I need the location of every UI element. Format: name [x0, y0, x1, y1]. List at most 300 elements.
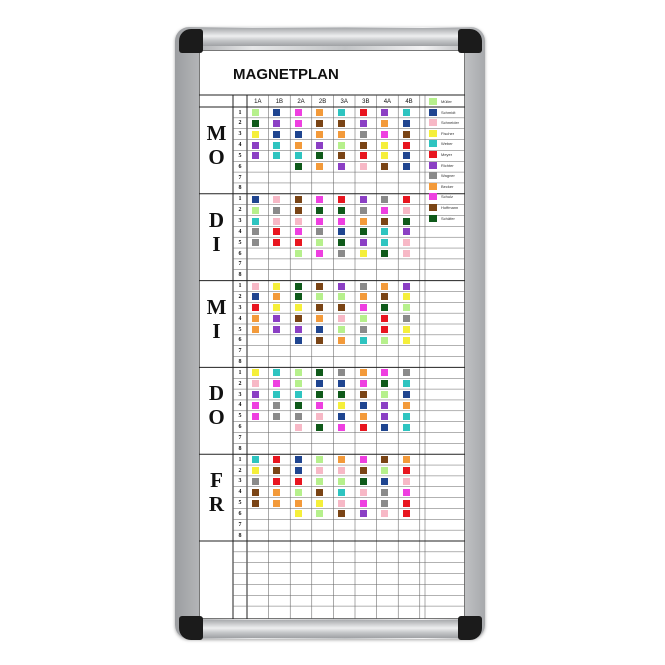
teacher-magnet[interactable]	[252, 196, 259, 203]
teacher-magnet[interactable]	[295, 109, 302, 116]
teacher-magnet[interactable]	[273, 239, 280, 246]
period-number: 6	[238, 510, 242, 517]
class-header: 2A	[297, 99, 305, 105]
teacher-magnet[interactable]	[273, 304, 280, 311]
teacher-magnet[interactable]	[381, 250, 388, 257]
teacher-magnet[interactable]	[273, 380, 280, 387]
period-number: 7	[238, 435, 242, 441]
teacher-magnet[interactable]	[403, 293, 410, 300]
teacher-magnet[interactable]	[295, 120, 302, 127]
class-header: 3A	[340, 99, 348, 105]
teacher-magnet[interactable]	[360, 142, 367, 149]
teacher-magnet[interactable]	[316, 250, 323, 257]
teacher-magnet[interactable]	[403, 315, 410, 322]
teacher-magnet[interactable]	[338, 152, 345, 159]
teacher-magnet[interactable]	[273, 456, 280, 463]
teacher-magnet[interactable]	[338, 369, 345, 376]
teacher-magnet[interactable]	[403, 218, 410, 225]
teacher-magnet[interactable]	[381, 369, 388, 376]
teacher-magnet[interactable]	[295, 478, 302, 485]
period-number: 4	[238, 228, 242, 235]
teacher-magnet[interactable]	[403, 456, 410, 463]
teacher-magnet[interactable]	[252, 218, 259, 225]
teacher-magnet[interactable]	[360, 218, 367, 225]
teacher-magnet[interactable]	[295, 293, 302, 300]
teacher-magnet[interactable]	[360, 315, 367, 322]
teacher-magnet[interactable]	[273, 402, 280, 409]
period-number: 7	[238, 348, 242, 355]
teacher-magnet[interactable]	[381, 326, 388, 333]
legend-swatch	[429, 204, 437, 211]
teacher-magnet[interactable]	[316, 391, 323, 398]
class-header: 1A	[254, 99, 262, 105]
teacher-magnet[interactable]	[273, 196, 280, 203]
class-header: 4A	[383, 99, 392, 105]
teacher-magnet[interactable]	[252, 489, 259, 496]
teacher-magnet[interactable]	[381, 402, 388, 409]
teacher-magnet[interactable]	[403, 109, 410, 116]
teacher-magnet[interactable]	[316, 283, 323, 290]
teacher-magnet[interactable]	[360, 250, 367, 257]
teacher-magnet[interactable]	[381, 500, 388, 507]
teacher-magnet[interactable]	[360, 109, 367, 116]
teacher-magnet[interactable]	[360, 131, 367, 138]
teacher-magnet[interactable]	[252, 228, 259, 235]
teacher-magnet[interactable]	[252, 500, 259, 507]
teacher-magnet[interactable]	[403, 380, 410, 387]
teacher-magnet[interactable]	[316, 337, 323, 344]
teacher-magnet[interactable]	[273, 120, 280, 127]
teacher-magnet[interactable]	[316, 142, 323, 149]
teacher-magnet[interactable]	[360, 283, 367, 290]
teacher-magnet[interactable]	[273, 228, 280, 235]
teacher-magnet[interactable]	[295, 424, 302, 431]
teacher-magnet[interactable]	[360, 196, 367, 203]
teacher-magnet[interactable]	[273, 131, 280, 138]
teacher-magnet[interactable]	[316, 402, 323, 409]
teacher-magnet[interactable]	[252, 369, 259, 376]
teacher-magnet[interactable]	[360, 326, 367, 333]
teacher-magnet[interactable]	[316, 380, 323, 387]
period-number: 3	[238, 131, 242, 138]
legend-teacher-name: Schneider	[441, 120, 460, 126]
teacher-magnet[interactable]	[252, 120, 259, 127]
teacher-magnet[interactable]	[338, 293, 345, 300]
teacher-magnet[interactable]	[381, 152, 388, 159]
teacher-magnet[interactable]	[316, 120, 323, 127]
teacher-magnet[interactable]	[360, 510, 367, 517]
teacher-magnet[interactable]	[381, 196, 388, 203]
period-number: 8	[238, 185, 242, 192]
teacher-magnet[interactable]	[381, 218, 388, 225]
teacher-magnet[interactable]	[403, 413, 410, 420]
day-label: M I	[206, 294, 227, 343]
teacher-magnet[interactable]	[338, 283, 345, 290]
teacher-magnet[interactable]	[360, 489, 367, 496]
class-header: 3B	[362, 99, 370, 105]
teacher-magnet[interactable]	[252, 413, 259, 420]
period-number: 5	[238, 239, 242, 246]
teacher-magnet[interactable]	[403, 326, 410, 333]
teacher-magnet[interactable]	[295, 402, 302, 409]
legend-swatch	[429, 130, 437, 137]
teacher-magnet[interactable]	[273, 391, 280, 398]
teacher-magnet[interactable]	[403, 239, 410, 246]
teacher-magnet[interactable]	[295, 369, 302, 376]
teacher-magnet[interactable]	[316, 413, 323, 420]
teacher-magnet[interactable]	[338, 478, 345, 485]
teacher-magnet[interactable]	[381, 142, 388, 149]
teacher-magnet[interactable]	[381, 283, 388, 290]
teacher-magnet[interactable]	[381, 413, 388, 420]
legend-swatch	[429, 183, 437, 190]
teacher-magnet[interactable]	[295, 510, 302, 517]
teacher-magnet[interactable]	[316, 478, 323, 485]
teacher-magnet[interactable]	[252, 402, 259, 409]
teacher-magnet[interactable]	[338, 413, 345, 420]
legend-teacher-name: Becker	[441, 183, 454, 189]
day-label: D O	[208, 381, 225, 430]
teacher-magnet[interactable]	[403, 152, 410, 159]
teacher-magnet[interactable]	[295, 163, 302, 170]
legend-swatch	[429, 119, 437, 126]
teacher-magnet[interactable]	[295, 467, 302, 474]
teacher-magnet[interactable]	[295, 304, 302, 311]
teacher-magnet[interactable]	[316, 163, 323, 170]
period-number: 7	[238, 261, 242, 268]
teacher-magnet[interactable]	[295, 131, 302, 138]
teacher-magnet[interactable]	[381, 510, 388, 517]
teacher-magnet[interactable]	[360, 207, 367, 214]
teacher-magnet[interactable]	[252, 326, 259, 333]
period-number: 3	[238, 304, 242, 311]
period-number: 1	[238, 196, 242, 203]
period-number: 6	[238, 163, 242, 170]
legend-swatch	[429, 109, 437, 116]
teacher-magnet[interactable]	[403, 142, 410, 149]
teacher-magnet[interactable]	[403, 196, 410, 203]
period-number: 8	[238, 272, 242, 279]
teacher-magnet[interactable]	[381, 337, 388, 344]
teacher-magnet[interactable]	[295, 413, 302, 420]
period-number: 5	[238, 500, 242, 507]
day-label: D I	[208, 207, 225, 256]
teacher-magnet[interactable]	[403, 467, 410, 474]
teacher-magnet[interactable]	[381, 120, 388, 127]
teacher-magnet[interactable]	[316, 489, 323, 496]
teacher-magnet[interactable]	[273, 315, 280, 322]
teacher-magnet[interactable]	[381, 478, 388, 485]
teacher-magnet[interactable]	[295, 250, 302, 257]
teacher-magnet[interactable]	[381, 456, 388, 463]
legend-teacher-name: Weber	[441, 141, 453, 147]
teacher-magnet[interactable]	[360, 478, 367, 485]
teacher-magnet[interactable]	[295, 228, 302, 235]
teacher-magnet[interactable]	[360, 163, 367, 170]
teacher-magnet[interactable]	[360, 380, 367, 387]
period-number: 2	[238, 467, 242, 474]
teacher-magnet[interactable]	[252, 315, 259, 322]
teacher-magnet[interactable]	[381, 424, 388, 431]
teacher-magnet[interactable]	[360, 369, 367, 376]
teacher-magnet[interactable]	[316, 293, 323, 300]
teacher-magnet[interactable]	[273, 142, 280, 149]
legend-teacher-name: Richter	[441, 162, 454, 168]
teacher-magnet[interactable]	[295, 456, 302, 463]
teacher-magnet[interactable]	[252, 109, 259, 116]
teacher-magnet[interactable]	[316, 207, 323, 214]
day-label: F R	[208, 468, 225, 517]
teacher-magnet[interactable]	[360, 391, 367, 398]
teacher-magnet[interactable]	[338, 391, 345, 398]
teacher-magnet[interactable]	[295, 152, 302, 159]
teacher-magnet[interactable]	[360, 304, 367, 311]
teacher-magnet[interactable]	[360, 402, 367, 409]
teacher-magnet[interactable]	[338, 196, 345, 203]
period-number: 5	[238, 152, 242, 159]
teacher-magnet[interactable]	[381, 207, 388, 214]
teacher-magnet[interactable]	[381, 293, 388, 300]
teacher-magnet[interactable]	[403, 207, 410, 214]
period-number: 5	[238, 413, 242, 420]
teacher-magnet[interactable]	[273, 207, 280, 214]
teacher-magnet[interactable]	[252, 380, 259, 387]
teacher-magnet[interactable]	[403, 424, 410, 431]
class-header: 2B	[318, 99, 327, 105]
teacher-magnet[interactable]	[316, 109, 323, 116]
teacher-magnet[interactable]	[273, 152, 280, 159]
teacher-magnet[interactable]	[316, 131, 323, 138]
teacher-magnet[interactable]	[381, 109, 388, 116]
teacher-magnet[interactable]	[316, 315, 323, 322]
teacher-magnet[interactable]	[338, 424, 345, 431]
teacher-magnet[interactable]	[273, 500, 280, 507]
teacher-magnet[interactable]	[403, 131, 410, 138]
teacher-magnet[interactable]	[273, 413, 280, 420]
teacher-magnet[interactable]	[403, 283, 410, 290]
teacher-magnet[interactable]	[252, 467, 259, 474]
teacher-magnet[interactable]	[360, 239, 367, 246]
teacher-magnet[interactable]	[403, 402, 410, 409]
legend-swatch	[429, 98, 437, 105]
teacher-magnet[interactable]	[381, 228, 388, 235]
teacher-magnet[interactable]	[273, 293, 280, 300]
teacher-magnet[interactable]	[338, 456, 345, 463]
teacher-magnet[interactable]	[252, 152, 259, 159]
teacher-magnet[interactable]	[273, 467, 280, 474]
teacher-magnet[interactable]	[338, 207, 345, 214]
teacher-magnet[interactable]	[360, 293, 367, 300]
teacher-magnet[interactable]	[403, 510, 410, 517]
teacher-magnet[interactable]	[381, 239, 388, 246]
legend-swatch	[429, 193, 437, 200]
teacher-magnet[interactable]	[273, 369, 280, 376]
teacher-magnet[interactable]	[295, 380, 302, 387]
period-number: 8	[238, 532, 242, 539]
teacher-magnet[interactable]	[295, 239, 302, 246]
teacher-magnet[interactable]	[381, 315, 388, 322]
teacher-magnet[interactable]	[360, 456, 367, 463]
teacher-magnet[interactable]	[403, 304, 410, 311]
teacher-magnet[interactable]	[252, 207, 259, 214]
period-number: 2	[238, 207, 242, 214]
teacher-magnet[interactable]	[360, 228, 367, 235]
teacher-magnet[interactable]	[273, 109, 280, 116]
board-title: MAGNETPLAN	[233, 66, 339, 83]
teacher-magnet[interactable]	[338, 109, 345, 116]
teacher-magnet[interactable]	[338, 380, 345, 387]
legend-teacher-name: Schulz	[441, 194, 454, 200]
teacher-magnet[interactable]	[316, 152, 323, 159]
teacher-magnet[interactable]	[316, 304, 323, 311]
teacher-magnet[interactable]	[403, 500, 410, 507]
legend-teacher-name: Fischer	[441, 130, 455, 136]
teacher-magnet[interactable]	[360, 424, 367, 431]
teacher-magnet[interactable]	[316, 228, 323, 235]
teacher-magnet[interactable]	[295, 196, 302, 203]
teacher-magnet[interactable]	[295, 283, 302, 290]
period-number: 2	[238, 120, 242, 127]
teacher-magnet[interactable]	[252, 391, 259, 398]
legend-swatch	[429, 162, 437, 169]
teacher-magnet[interactable]	[273, 489, 280, 496]
legend-swatch	[429, 151, 437, 158]
period-number: 7	[238, 174, 242, 181]
teacher-magnet[interactable]	[338, 304, 345, 311]
period-number: 4	[238, 142, 242, 149]
teacher-magnet[interactable]	[295, 337, 302, 344]
teacher-magnet[interactable]	[360, 152, 367, 159]
legend-teacher-name: Schäfer	[441, 215, 455, 221]
teacher-magnet[interactable]	[338, 500, 345, 507]
teacher-magnet[interactable]	[316, 424, 323, 431]
period-number: 6	[238, 337, 242, 344]
teacher-magnet[interactable]	[316, 369, 323, 376]
teacher-magnet[interactable]	[403, 228, 410, 235]
teacher-magnet[interactable]	[338, 337, 345, 344]
teacher-magnet[interactable]	[295, 500, 302, 507]
period-number: 4	[238, 489, 242, 496]
teacher-magnet[interactable]	[381, 304, 388, 311]
teacher-magnet[interactable]	[273, 218, 280, 225]
teacher-magnet[interactable]	[338, 239, 345, 246]
teacher-magnet[interactable]	[360, 500, 367, 507]
teacher-magnet[interactable]	[403, 250, 410, 257]
teacher-magnet[interactable]	[338, 402, 345, 409]
teacher-magnet[interactable]	[252, 304, 259, 311]
teacher-magnet[interactable]	[360, 467, 367, 474]
teacher-magnet[interactable]	[338, 467, 345, 474]
teacher-magnet[interactable]	[403, 337, 410, 344]
teacher-magnet[interactable]	[338, 120, 345, 127]
period-number: 1	[238, 369, 242, 376]
period-number: 1	[238, 456, 242, 463]
teacher-magnet[interactable]	[381, 163, 388, 170]
teacher-magnet[interactable]	[403, 369, 410, 376]
period-number: 1	[238, 109, 242, 116]
teacher-magnet[interactable]	[252, 283, 259, 290]
period-number: 3	[238, 391, 242, 398]
teacher-magnet[interactable]	[338, 250, 345, 257]
teacher-magnet[interactable]	[381, 489, 388, 496]
teacher-magnet[interactable]	[403, 391, 410, 398]
legend-swatch	[429, 172, 437, 179]
teacher-magnet[interactable]	[252, 131, 259, 138]
teacher-magnet[interactable]	[381, 131, 388, 138]
teacher-magnet[interactable]	[316, 239, 323, 246]
teacher-magnet[interactable]	[252, 142, 259, 149]
period-number: 4	[238, 402, 242, 409]
teacher-magnet[interactable]	[403, 489, 410, 496]
teacher-magnet[interactable]	[316, 510, 323, 517]
teacher-magnet[interactable]	[316, 500, 323, 507]
class-header: 1B	[275, 99, 284, 105]
teacher-magnet[interactable]	[338, 142, 345, 149]
period-number: 8	[238, 445, 242, 452]
teacher-magnet[interactable]	[360, 120, 367, 127]
period-number: 1	[238, 283, 242, 290]
teacher-magnet[interactable]	[338, 510, 345, 517]
teacher-magnet[interactable]	[360, 413, 367, 420]
teacher-magnet[interactable]	[252, 478, 259, 485]
teacher-magnet[interactable]	[338, 489, 345, 496]
teacher-magnet[interactable]	[273, 326, 280, 333]
teacher-magnet[interactable]	[252, 239, 259, 246]
teacher-magnet[interactable]	[295, 142, 302, 149]
teacher-magnet[interactable]	[295, 315, 302, 322]
teacher-magnet[interactable]	[316, 456, 323, 463]
teacher-magnet[interactable]	[316, 196, 323, 203]
teacher-magnet[interactable]	[338, 228, 345, 235]
teacher-magnet[interactable]	[338, 326, 345, 333]
teacher-magnet[interactable]	[403, 163, 410, 170]
teacher-magnet[interactable]	[381, 380, 388, 387]
period-number: 8	[238, 359, 242, 366]
day-label: M O	[206, 121, 227, 169]
teacher-magnet[interactable]	[403, 120, 410, 127]
teacher-magnet[interactable]	[295, 207, 302, 214]
period-number: 7	[238, 521, 242, 528]
teacher-magnet[interactable]	[273, 478, 280, 485]
teacher-magnet[interactable]	[403, 478, 410, 485]
period-number: 2	[238, 380, 242, 387]
period-number: 5	[238, 326, 242, 333]
teacher-magnet[interactable]	[295, 391, 302, 398]
teacher-magnet[interactable]	[338, 315, 345, 322]
period-number: 4	[238, 315, 242, 322]
legend-teacher-name: Schmidt	[441, 109, 456, 115]
teacher-magnet[interactable]	[273, 283, 280, 290]
teacher-magnet[interactable]	[338, 218, 345, 225]
period-number: 6	[238, 250, 242, 257]
teacher-magnet[interactable]	[316, 326, 323, 333]
teacher-magnet[interactable]	[338, 131, 345, 138]
teacher-magnet[interactable]	[252, 456, 259, 463]
legend-swatch	[429, 140, 437, 147]
teacher-magnet[interactable]	[252, 293, 259, 300]
teacher-magnet[interactable]	[338, 163, 345, 170]
legend-teacher-name: Müller	[441, 99, 452, 104]
legend-swatch	[429, 215, 437, 222]
teacher-magnet[interactable]	[295, 218, 302, 225]
teacher-magnet[interactable]	[295, 326, 302, 333]
teacher-magnet[interactable]	[295, 489, 302, 496]
teacher-magnet[interactable]	[381, 391, 388, 398]
teacher-magnet[interactable]	[316, 467, 323, 474]
teacher-magnet[interactable]	[316, 218, 323, 225]
teacher-magnet[interactable]	[360, 337, 367, 344]
teacher-magnet[interactable]	[381, 467, 388, 474]
